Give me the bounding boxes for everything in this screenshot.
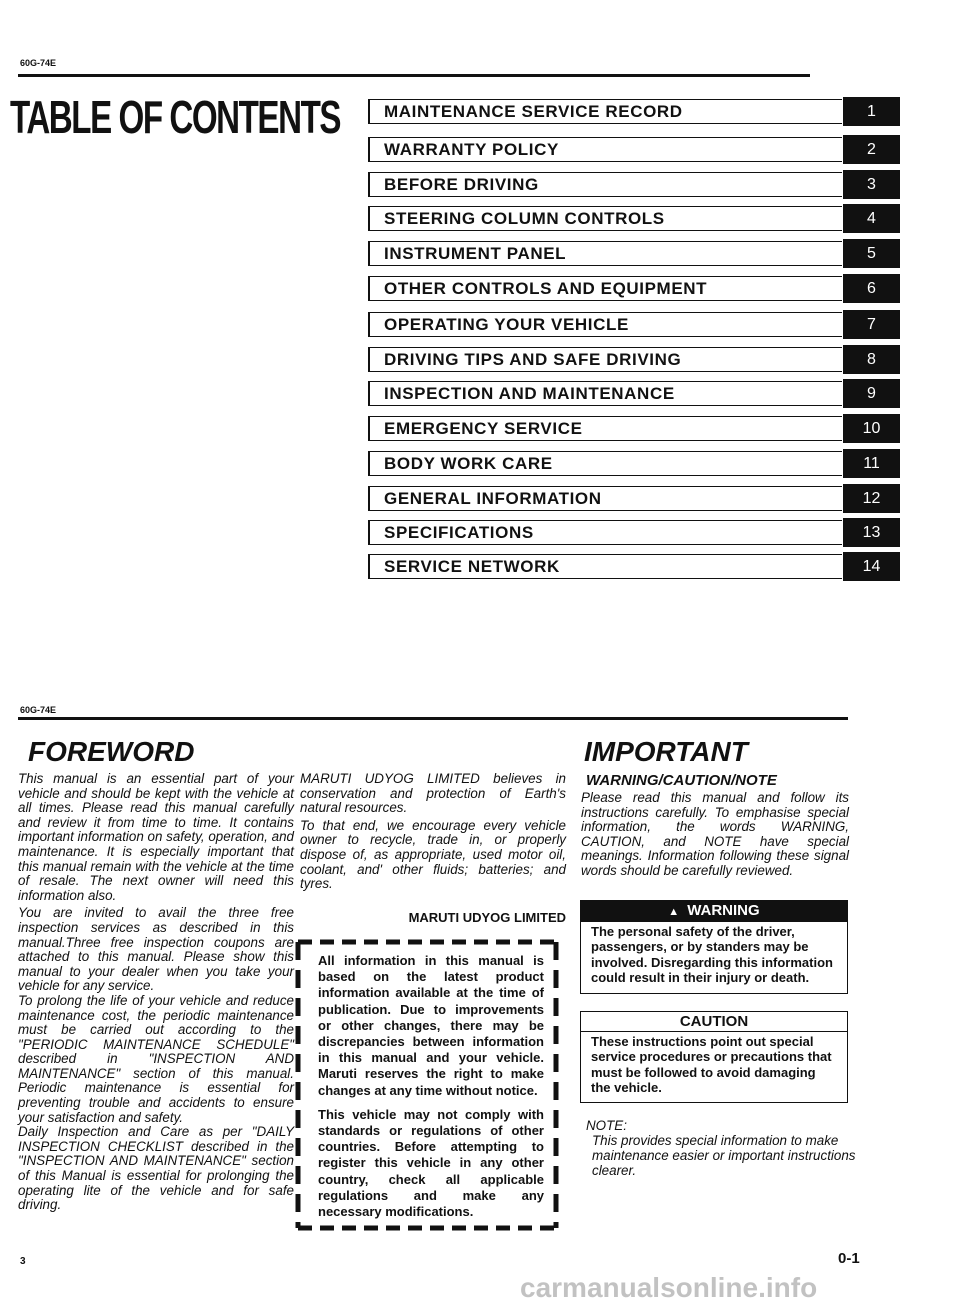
caution-text: These instructions point out special service procedures or precautions that must be followed to avoid damaging the vehicle. xyxy=(591,1034,832,1095)
toc-item-box xyxy=(368,276,842,301)
doc-code-bottom: 60G-74E xyxy=(20,705,57,715)
warning-triangle-icon: ▲ xyxy=(668,906,680,918)
toc-item-number-tab: 1 xyxy=(843,97,900,126)
toc-item-number-tab: 12 xyxy=(843,484,900,513)
toc-item-label: SERVICE NETWORK xyxy=(384,557,560,576)
toc-item-box xyxy=(368,172,842,197)
note-text: This provides special information to make maintenance easier or important instructions clearer. xyxy=(592,1133,856,1178)
important-paragraph: Please read this manual and follow its instructions carefully. To emphasise special information, the words WARNING, CAUTION, and NOTE have special meanings. Information following these signal words should be carefully reviewed. xyxy=(581,790,849,878)
toc-title: TABLE OF CONTENTS xyxy=(10,91,341,143)
toc-item[interactable] xyxy=(368,206,900,233)
top-rule xyxy=(18,74,810,77)
toc-item-number-tab: 9 xyxy=(843,379,900,408)
caution-box xyxy=(580,1011,848,1103)
toc-item-label: GENERAL INFORMATION xyxy=(384,489,602,508)
toc-item[interactable] xyxy=(368,241,900,268)
note-block xyxy=(586,1118,856,1178)
toc-item-box xyxy=(368,451,842,476)
toc-item-box xyxy=(368,99,842,124)
toc-item[interactable] xyxy=(368,137,900,164)
toc-item-label: BODY WORK CARE xyxy=(384,454,553,473)
toc-item-number-tab: 7 xyxy=(843,310,900,339)
toc-item[interactable] xyxy=(368,99,900,126)
toc-item[interactable] xyxy=(368,276,900,303)
note-header: NOTE: xyxy=(586,1118,627,1133)
foreword-paragraph-3: To prolong the life of your vehicle and reduce maintenance cost, the periodic maintenance must be carried out according to the "PERIODIC MAINTENANCE SCHEDULE" described in "INSPECTION AND MAINTENANCE" section of this manual. Periodic maintenance is essential for preventing trouble and accidents to ensure your satisfaction and safety. xyxy=(18,992,294,1125)
foreword-paragraph-4: Daily Inspection and Care as per "DAILY INSPECTION CHECKLIST described in the "INSPECTION AND MAINTENANCE" section of this Manual is essential for prolonging the operating lite of the vehicle and for safe driving. xyxy=(18,1124,294,1213)
toc-item[interactable] xyxy=(368,520,900,547)
toc-item[interactable] xyxy=(368,381,900,408)
toc-item-number-tab: 10 xyxy=(843,414,900,443)
toc-item-box xyxy=(368,137,842,162)
toc-item-box xyxy=(368,312,842,337)
toc-item[interactable] xyxy=(368,486,900,513)
important-subtitle: WARNING/CAUTION/NOTE xyxy=(586,772,777,789)
toc-item-box xyxy=(368,347,842,372)
bottom-rule xyxy=(18,717,848,720)
toc-item-label: SPECIFICATIONS xyxy=(384,523,534,542)
toc-item-box xyxy=(368,206,842,231)
notice-paragraph-1: All information in this manual is based on the latest product information available at the time of publication. Due to improvements or other changes, there may be discrepancies between information in this manual and your vehicle. Maruti reserves the right to make changes at any time without notice. xyxy=(318,953,544,1098)
warning-label: WARNING xyxy=(687,902,760,919)
warning-box xyxy=(580,900,848,994)
toc-item-number-tab: 6 xyxy=(843,274,900,303)
recycling-paragraph-2: To that end, we encourage every vehicle owner to recycle, trade in, or properly dispose of, as appropriate, used motor oil, coolant, and' other fluids; batteries; and tyres. xyxy=(300,817,566,892)
toc-item-box xyxy=(368,241,842,266)
toc-item-label: BEFORE DRIVING xyxy=(384,175,539,194)
toc-item-number-tab: 14 xyxy=(843,552,900,581)
toc-item-number-tab: 4 xyxy=(843,204,900,233)
recycling-paragraph-1: MARUTI UDYOG LIMITED believes in conservation and protection of Earth's natural resources. xyxy=(300,771,566,816)
toc-item-label: MAINTENANCE SERVICE RECORD xyxy=(384,102,683,121)
foreword-paragraph-1: This manual is an essential part of your vehicle and should be kept with the vehicle at all times. Please read this manual carefully and review it from time to time. It contains important information on safety, operation, and maintenance. It is especially important that this manual remain with the vehicle at the time of resale. The next owner will need this information also. xyxy=(18,771,294,903)
toc-item-label: STEERING COLUMN CONTROLS xyxy=(384,209,665,228)
toc-item-label: OTHER CONTROLS AND EQUIPMENT xyxy=(384,279,708,298)
toc-item[interactable] xyxy=(368,554,900,581)
warning-text: The personal safety of the driver, passengers, or by standers may be involved. Disregarding this information could result in their injury or death. xyxy=(591,924,833,985)
toc-item-label: EMERGENCY SERVICE xyxy=(384,419,583,438)
toc-item-box xyxy=(368,554,842,579)
toc-item[interactable] xyxy=(368,416,900,443)
toc-item-label: OPERATING YOUR VEHICLE xyxy=(384,315,629,334)
toc-item-box xyxy=(368,520,842,545)
toc-item-box xyxy=(368,486,842,511)
toc-item-label: DRIVING TIPS AND SAFE DRIVING xyxy=(384,350,682,369)
toc-item-number-tab: 11 xyxy=(843,449,900,478)
toc-item-label: WARRANTY POLICY xyxy=(384,140,559,159)
toc-item[interactable] xyxy=(368,347,900,374)
doc-code-top: 60G-74E xyxy=(20,58,57,68)
toc-item-number-tab: 3 xyxy=(843,170,900,199)
toc-item[interactable] xyxy=(368,312,900,339)
toc-item-number-tab: 5 xyxy=(843,239,900,268)
toc-item[interactable] xyxy=(368,172,900,199)
watermark: carmanualsonline.info xyxy=(520,1272,818,1303)
toc-item-label: INSTRUMENT PANEL xyxy=(384,244,567,263)
toc-item-number-tab: 13 xyxy=(843,518,900,547)
page-number-left: 3 xyxy=(20,1256,26,1267)
toc-item-number-tab: 8 xyxy=(843,345,900,374)
signature: MARUTI UDYOG LIMITED xyxy=(408,909,566,925)
caution-header: CAUTION xyxy=(581,1012,847,1032)
toc-item-number-tab: 2 xyxy=(843,135,900,164)
middle-column xyxy=(300,772,566,925)
important-title: IMPORTANT xyxy=(584,736,748,767)
page-number-right: 0-1 xyxy=(838,1250,860,1267)
notice-box xyxy=(318,953,544,1220)
notice-paragraph-2: This vehicle may not comply with standards or regulations of other countries. Before attempting to register this vehicle in any other country, check all applicable regulations and make any necessary modifications. xyxy=(318,1106,544,1220)
foreword-title: FOREWORD xyxy=(28,736,195,767)
toc-item-box xyxy=(368,381,842,406)
foreword-column xyxy=(18,772,294,1213)
warning-header xyxy=(581,901,847,922)
toc-item-box xyxy=(368,416,842,441)
toc-item[interactable] xyxy=(368,451,900,478)
toc-item-label: INSPECTION AND MAINTENANCE xyxy=(384,384,675,403)
foreword-paragraph-2: You are invited to avail the three free inspection services as described in this manual.Three free inspection coupons are attached to this manual. Please show this manual to your dealer when you take your vehicle for any service. xyxy=(18,905,294,994)
